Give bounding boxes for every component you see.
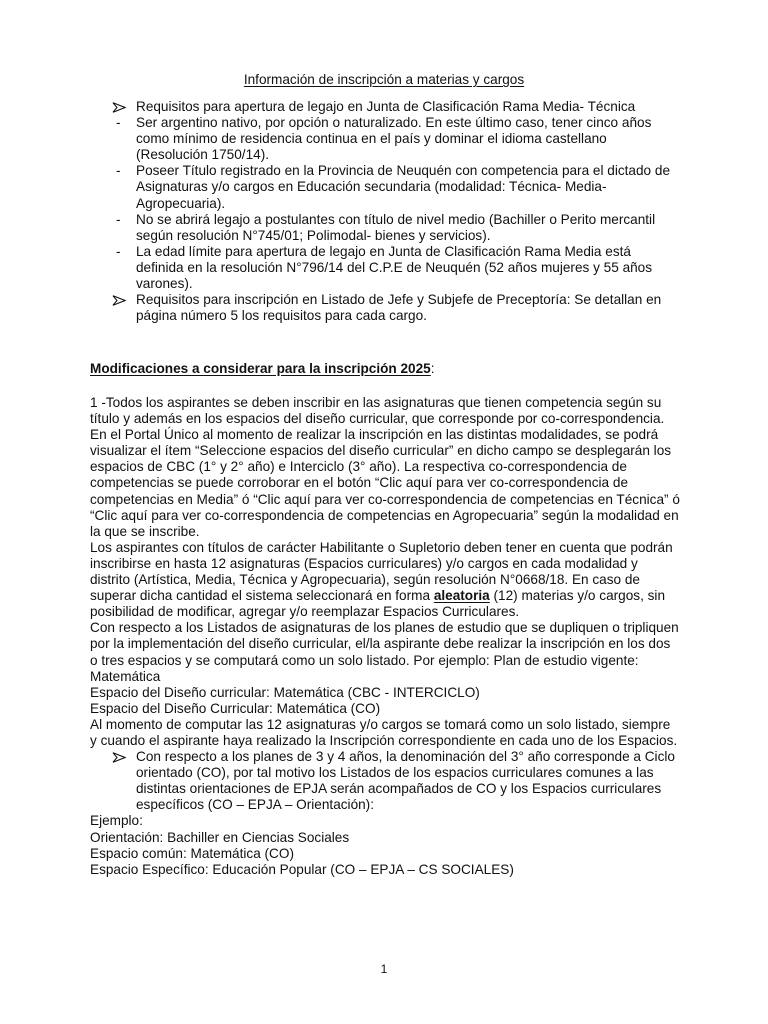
section-heading [90,361,435,377]
list-item [112,212,682,244]
list-item [112,244,682,292]
requirement-text: Ser argentino nativo, por opción o naturalizado. En este último caso, tener cinco años como mínimo de residencia continua en el país y dominar el idioma castellano (Resolución 1750/14). [136,115,652,163]
list-item [112,292,682,324]
requirements-list [112,99,682,324]
paragraph: Espacio común: Matemática (CO) [90,845,294,861]
paragraph: Al momento de computar las 12 asignaturas y/o cargos se tomará como un solo listado, siempre y cuando el aspirante haya realizado la Inscripción correspondiente en cada uno de los Espacios. [90,716,678,748]
arrowhead-bullet-icon [112,749,132,763]
paragraph: Ejemplo: [90,813,143,829]
bullet-text: Con respecto a los planes de 3 y 4 años, la denominación del 3° año corresponde a Ciclo orientado (CO), por tal motivo los Listados de los espacios curriculares comunes a las distintas orientaciones de EPJA serán acompañados de CO y los Espacios curriculares específicos (CO – EPJA – Orientación): [136,749,675,813]
list-item [112,115,682,163]
dash-bullet-icon: - [116,115,121,131]
paragraph: Con respecto a los Listados de asignaturas de los planes de estudio que se dupliquen o tripliquen por la implementación del diseño curricular, el/la aspirante debe realizar la inscripción en los dos o tres espacios y se computará como un solo listado. Por ejemplo: Plan de estudio vigente: Matemática [90,620,679,684]
list-item [112,749,680,813]
bullet-list [90,749,680,813]
dash-bullet-icon: - [116,163,121,179]
paragraph [90,540,680,620]
arrowhead-bullet-icon [112,292,132,306]
paragraph: Orientación: Bachiller en Ciencias Sociales [90,829,350,845]
paragraph: Espacio del Diseño curricular: Matemática (CBC - INTERCICLO) [90,684,480,700]
paragraph-text: (12) materias y/o cargos, sin posibilidad de modificar, agregar y/o reemplazar Espacios Curriculares. [90,588,666,620]
requirement-text: La edad límite para apertura de legajo en Junta de Clasificación Rama Media está definida en la resolución N°796/14 del C.P.E de Neuquén (52 años mujeres y 55 años varones). [136,243,653,292]
paragraph: Espacio del Diseño Curricular: Matemática (CO) [90,700,381,716]
section-heading-text: Modificaciones a considerar para la inscripción 2025 [90,361,431,376]
arrowhead-bullet-icon [112,99,132,113]
document-title: Información de inscripción a materias y cargos [243,72,525,87]
requirement-text: No se abrirá legajo a postulantes con título de nivel medio (Bachiller o Perito mercantil según resolución N°745/01; Polimodal- bienes y servicios). [136,211,656,243]
list-item [112,99,682,115]
paragraph: 1 -Todos los aspirantes se deben inscribir en las asignaturas que tienen competencia según su título y además en los espacios del diseño curricular, que corresponde por co-correspondencia. [90,395,665,427]
page-number: 1 [380,962,388,976]
dash-bullet-icon: - [116,211,121,227]
paragraph: Espacio Específico: Educación Popular (CO – EPJA – CS SOCIALES) [90,861,514,877]
requirement-text: Requisitos para inscripción en Listado de Jefe y Subjefe de Preceptoría: Se detallan en página número 5 los requisitos para cada cargo. [136,292,662,324]
paragraph-text: Los aspirantes con títulos de carácter Habilitante o Supletorio deben tener en cuenta que podrán inscribirse en hasta 12 asignaturas (Espacios curriculares) y/o cargos en cada modalidad y distrito (Artística, Media, Técnica y Agropecuaria), según resolución N°0668/18. En caso de superar dicha cantidad el sistema seleccionará en forma [90,539,673,604]
requirement-text: Poseer Título registrado en la Provincia de Neuquén con competencia para el dictado de Asignaturas y/o cargos en Educación secundaria (modalidad: Técnica- Media-Agropecuaria). [136,163,671,211]
paragraph: En el Portal Único al momento de realizar la inscripción en las distintas modalidades, se podrá visualizar el ítem “Seleccione espacios del diseño curricular” en dicho campo se desplegarán los espacios de CBC (1° y 2° año) e Interciclo (3° año). La respectiva co-correspondencia de competencias se puede corroborar en el botón “Clic aquí para ver co-correspondencia de competencias en Media” ó “Clic aquí para ver co-correspondencia de competencias en Técnica” ó “Clic aquí para ver co-correspondencia de competencias en Agropecuaria” según la modalidad en la que se inscribe. [90,427,680,539]
list-item [112,163,682,211]
emphasis-text: aleatoria [433,588,490,604]
requirement-text: Requisitos para apertura de legajo en Junta de Clasificación Rama Media- Técnica [136,99,636,114]
document-body [90,395,680,878]
dash-bullet-icon: - [116,243,121,259]
section-heading-colon: : [430,361,435,376]
